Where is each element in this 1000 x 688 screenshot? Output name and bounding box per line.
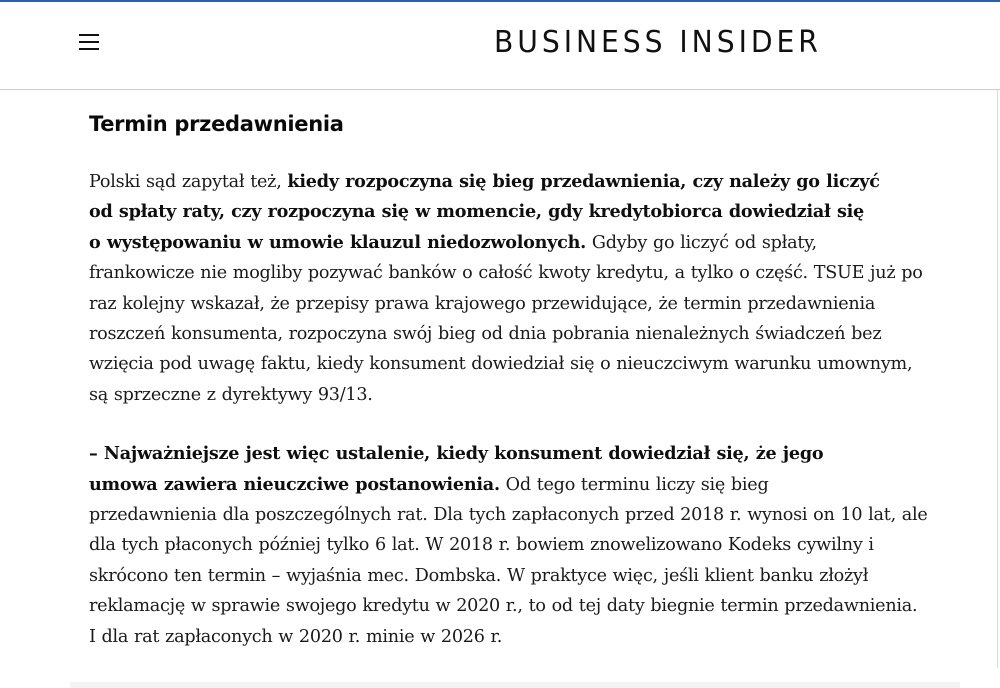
- body-text: frankowicze nie mogliby pozywać banków o całość kwoty kredytu, a tylko o część. TSUE już po: [89, 263, 923, 284]
- hamburger-line: [79, 41, 99, 43]
- paragraph-line: [89, 530, 949, 560]
- body-text: Polski sąd zapytał też,: [89, 172, 288, 192]
- paragraph-line: [89, 591, 949, 621]
- paragraph-line: [89, 258, 949, 288]
- paragraph-line: [89, 561, 949, 591]
- paragraph-line: [89, 319, 949, 349]
- paragraph-line: [89, 289, 949, 319]
- hamburger-line: [79, 34, 99, 36]
- paragraph-line: [89, 500, 949, 530]
- paragraph-line: [89, 228, 949, 258]
- paragraph-line: [89, 439, 949, 469]
- body-text: skrócono ten termin – wyjaśnia mec. Dombska. W praktyce więc, jeśli klient banku złożył: [89, 565, 869, 586]
- paragraph-line: [89, 470, 949, 500]
- bold-text: umowa zawiera nieuczciwe postanowienia.: [89, 473, 500, 495]
- hamburger-line: [79, 48, 99, 50]
- paragraph-line: [89, 167, 949, 197]
- body-text: Gdyby go liczyć od spłaty,: [586, 232, 817, 253]
- article-paragraph: [89, 439, 949, 652]
- body-text: przedawnienia dla poszczególnych rat. Dla tych zapłaconych przed 2018 r. wynosi on 10 lat, ale: [89, 505, 928, 526]
- body-text: wzięcia pod uwagę faktu, kiedy konsument dowiedział się o nieuczciwym warunku umownym,: [89, 354, 913, 375]
- body-text: Od tego terminu liczy się bieg: [499, 474, 769, 495]
- body-text: roszczeń konsumenta, rozpoczyna swój bieg od dnia pobrania nienależnych świadczeń bez: [89, 324, 882, 345]
- body-text: raz kolejny wskazał, że przepisy prawa krajowego przewidujące, że termin przedawnienia: [89, 293, 876, 314]
- body-text: są sprzeczne z dyrektywy 93/13.: [89, 384, 373, 405]
- article-paragraph: [89, 167, 949, 410]
- next-content-block: [70, 682, 960, 688]
- body-text: I dla rat zapłaconych w 2020 r. minie w 2026 r.: [89, 626, 503, 647]
- hamburger-menu-icon[interactable]: [79, 33, 99, 51]
- paragraph-line: [89, 622, 949, 652]
- business-insider-logo[interactable]: BUSINESS INSIDER: [494, 25, 822, 60]
- paragraph-line: [89, 197, 949, 227]
- site-header: [0, 2, 1000, 90]
- bold-text: kiedy rozpoczyna się bieg przedawnienia, czy należy go liczyć: [287, 171, 880, 192]
- body-text: dla tych płaconych później tylko 6 lat. W 2018 r. bowiem znowelizowano Kodeks cywilny i: [89, 535, 874, 556]
- section-heading: Termin przedawnienia: [89, 112, 344, 136]
- bold-text: – Najważniejsze jest więc ustalenie, kiedy konsument dowiedział się, że jego: [89, 443, 824, 465]
- bold-text: od spłaty raty, czy rozpoczyna się w momencie, gdy kredytobiorca dowiedział się: [89, 201, 864, 223]
- paragraph-line: [89, 349, 949, 379]
- bold-text: o występowaniu w umowie klauzul niedozwolonych.: [89, 231, 587, 253]
- paragraph-line: [89, 380, 949, 410]
- article-body: [89, 108, 949, 652]
- body-text: reklamację w sprawie swojego kredytu w 2020 r., to od tej daty biegnie termin przedawnienia.: [89, 596, 918, 617]
